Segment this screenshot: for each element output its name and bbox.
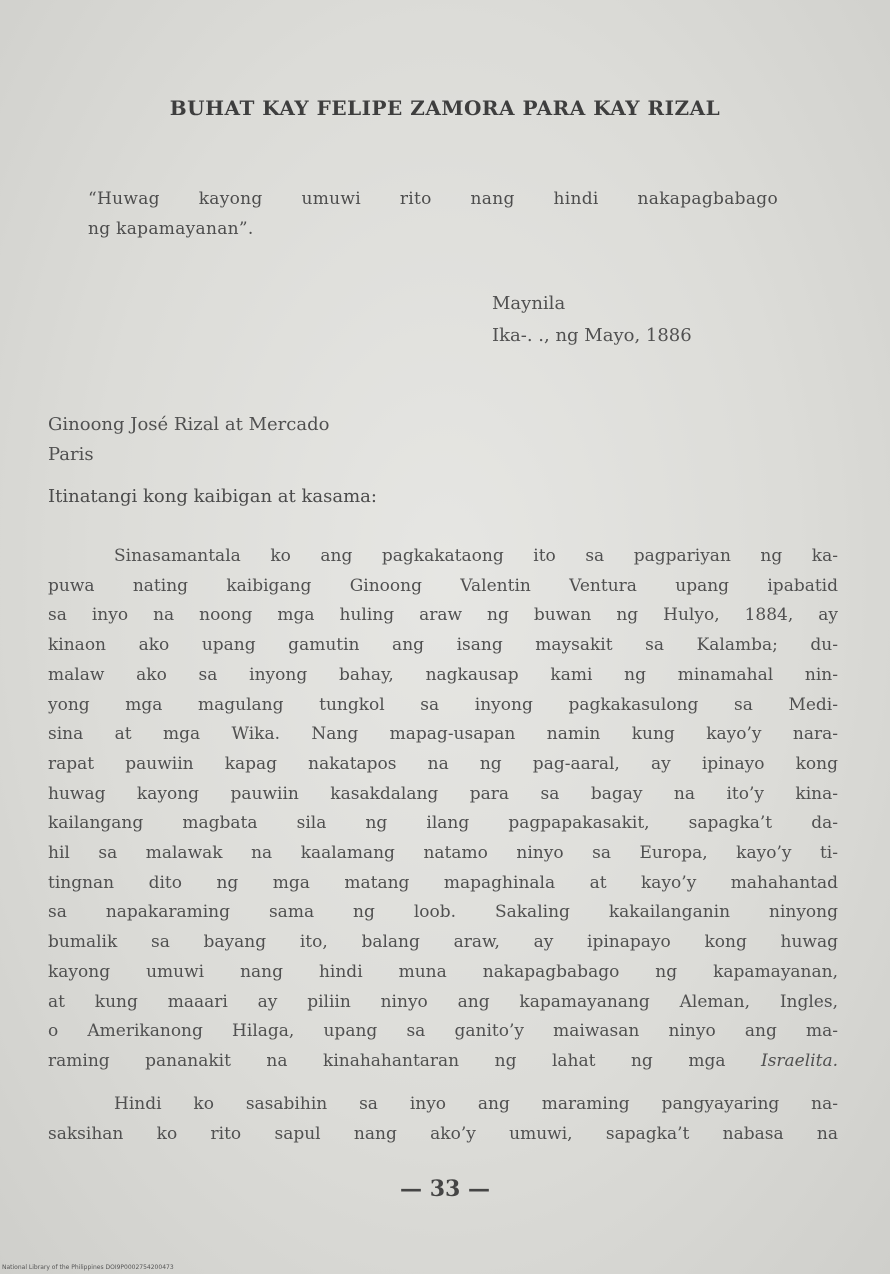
scan-footer-note: National Library of the Philippines DOI9P0002754200473: [2, 1264, 174, 1271]
place-and-date: [492, 288, 692, 352]
paragraph-line: Sinasamantala ko ang pagkakataong ito sa pagpariyan ng ka-: [114, 546, 838, 566]
recipient-city: Paris: [48, 444, 94, 465]
paragraph-line: kailangang magbata sila ng ilang pagpapakasakit, sapagka’t da-: [48, 813, 838, 834]
paragraph-line: at kung maaari ay piliin ninyo ang kapamayanang Aleman, Ingles,: [48, 991, 838, 1012]
recipient-name: Ginoong José Rizal at Mercado: [48, 414, 330, 435]
paragraph-line: sina at mga Wika. Nang mapag-usapan namin kung kayo’y nara-: [48, 724, 838, 745]
epigraph-quote: [88, 184, 778, 244]
letter-place: Maynila: [492, 293, 566, 314]
body-paragraph-2: [48, 1090, 838, 1149]
paragraph-line: kinaon ako upang gamutin ang isang maysakit sa Kalamba; du-: [48, 635, 838, 656]
letter-title: BUHAT KAY FELIPE ZAMORA PARA KAY RIZAL: [169, 96, 721, 120]
paragraph-text: raming pananakit na kinahahantaran ng lahat ng mga: [48, 1050, 726, 1071]
paragraph-line-final: [48, 1047, 838, 1077]
recipient-block: [48, 410, 329, 470]
paragraph-line: puwa nating kaibigang Ginoong Valentin Ventura upang ipabatid: [48, 575, 838, 596]
paragraph-line: tingnan dito ng mga matang mapaghinala at kayo’y mahahantad: [48, 872, 838, 893]
paragraph-line: saksihan ko rito sapul nang ako’y umuwi, sapagka’t nabasa na: [48, 1123, 838, 1144]
body-paragraph-1: [48, 542, 838, 1077]
italic-word: Israelita.: [760, 1050, 838, 1071]
paragraph-line: malaw ako sa inyong bahay, nagkausap kami ng minamahal nin-: [48, 664, 838, 685]
paragraph-line: sa inyo na noong mga huling araw ng buwan ng Hulyo, 1884, ay: [48, 605, 838, 626]
paragraph-line: kayong umuwi nang hindi muna nakapagbabago ng kapamayanan,: [48, 961, 838, 982]
paragraph-line: bumalik sa bayang ito, balang araw, ay ipinapayo kong huwag: [48, 932, 838, 953]
paragraph-line: rapat pauwiin kapag nakatapos na ng pag-aaral, ay ipinayo kong: [48, 753, 838, 774]
quote-line: “Huwag kayong umuwi rito nang hindi nakapagbabago: [88, 189, 778, 209]
page-number: — 33 —: [400, 1176, 490, 1202]
quote-line: ng kapamayanan”.: [88, 219, 254, 239]
paragraph-line: huwag kayong pauwiin kasakdalang para sa bagay na ito’y kina-: [48, 783, 838, 804]
letter-date: Ika-. ., ng Mayo, 1886: [492, 325, 692, 346]
paragraph-line: yong mga magulang tungkol sa inyong pagkakasulong sa Medi-: [48, 694, 838, 715]
paragraph-line: hil sa malawak na kaalamang natamo ninyo sa Europa, kayo’y ti-: [48, 843, 838, 864]
paragraph-line: o Amerikanong Hilaga, upang sa ganito’y maiwasan ninyo ang ma-: [48, 1021, 838, 1042]
salutation: Itinatangi kong kaibigan at kasama:: [48, 486, 377, 507]
paragraph-line: sa napakaraming sama ng loob. Sakaling kakailanganin ninyong: [48, 902, 838, 923]
paragraph-line: Hindi ko sasabihin sa inyo ang maraming pangyayaring na-: [114, 1094, 838, 1114]
